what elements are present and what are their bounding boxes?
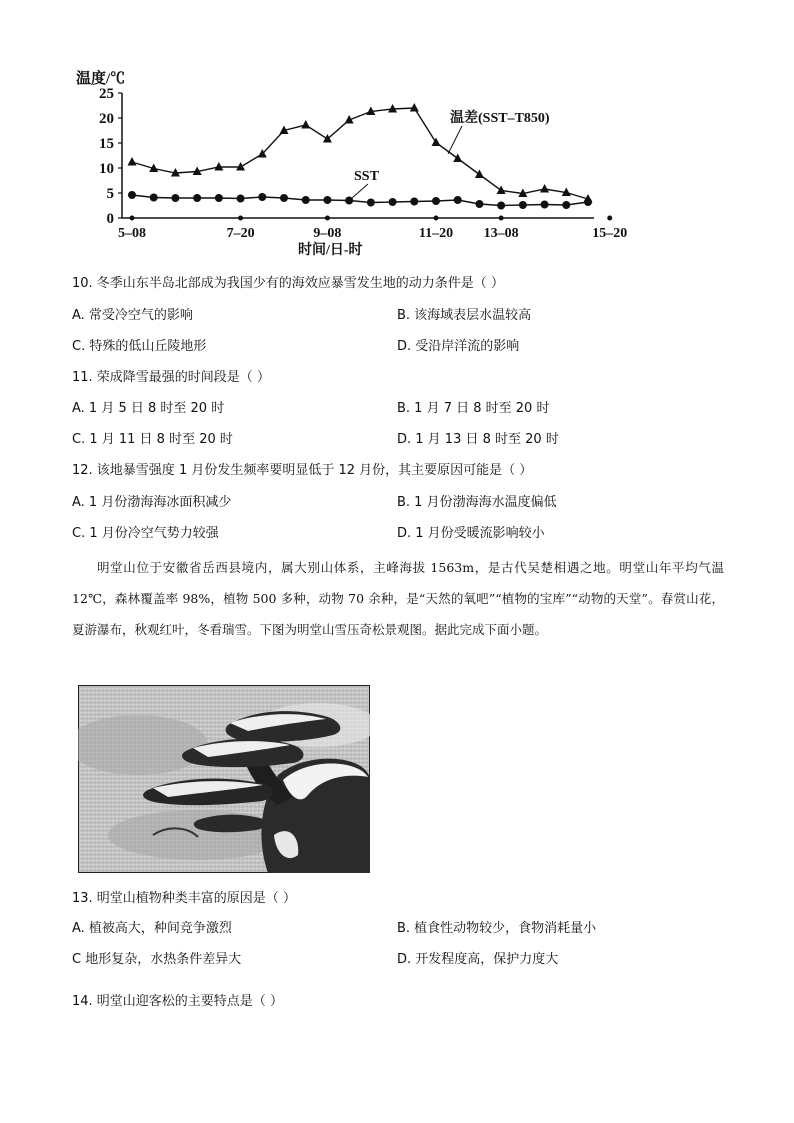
x-axis-label: 时间/日-时 — [298, 243, 363, 258]
data-point — [497, 202, 505, 210]
y-tick-label: 25 — [99, 86, 114, 102]
data-point — [562, 201, 570, 209]
series-diff-pointer — [448, 126, 462, 154]
data-point — [258, 193, 266, 201]
x-tick-label: 13–08 — [483, 226, 519, 241]
q11-option-a[interactable]: A. 1 月 5 日 8 时至 20 时 — [72, 401, 225, 416]
x-tick-label: 15–20 — [592, 226, 628, 241]
q11-stem: 11. 荣成降雪最强的时间段是（ ） — [72, 370, 270, 385]
data-point — [410, 198, 418, 206]
data-point — [236, 162, 245, 171]
q13-option-a[interactable]: A. 植被高大，种间竞争激烈 — [72, 921, 232, 936]
data-point — [410, 103, 419, 112]
data-point — [237, 195, 245, 203]
data-point — [432, 197, 440, 205]
x-tick-label: 11–20 — [418, 226, 454, 241]
data-point — [389, 198, 397, 206]
x-tick-label: 5–08 — [118, 226, 146, 241]
data-point — [128, 191, 136, 199]
q12-option-b[interactable]: B. 1 月份渤海海水温度偏低 — [397, 495, 557, 510]
data-point — [541, 201, 549, 209]
data-point — [367, 199, 375, 207]
x-axis-ticks — [118, 216, 627, 242]
data-point — [454, 196, 462, 204]
passage-text: 明堂山位于安徽省岳西县境内，属大别山体系，主峰海拔 1563m，是古代吴楚相遇之地。明堂山年平均气温 12℃，森林覆盖率 98%，植物 500 多种，动物 70 余种，是“天然的氧吧”“植物的宝库”“动物的天堂”。春赏山花，夏游瀑布，秋观红叶，冬看瑞雪。下图为明堂山雪压奇松景观图。据此完成下面小题。 — [72, 560, 724, 637]
data-point — [150, 194, 158, 202]
data-point — [280, 194, 288, 202]
data-point — [475, 200, 483, 208]
y-tick-label: 15 — [99, 136, 114, 152]
q14-stem: 14. 明堂山迎客松的主要特点是（ ） — [72, 994, 283, 1009]
reading-passage — [72, 552, 724, 645]
q10-option-d[interactable]: D. 受沿岸洋流的影响 — [397, 339, 520, 354]
q12-option-a[interactable]: A. 1 月份渤海海冰面积减少 — [72, 495, 232, 510]
y-tick-label: 5 — [106, 186, 114, 202]
q13-option-c[interactable]: C 地形复杂，水热条件差异大 — [72, 952, 242, 967]
q10-option-a[interactable]: A. 常受冷空气的影响 — [72, 308, 193, 323]
y-tick-label: 0 — [106, 211, 114, 227]
y-tick-label: 20 — [99, 111, 114, 127]
data-point — [323, 134, 332, 143]
q10-stem: 10. 冬季山东半岛北部成为我国少有的海效应暴雪发生地的动力条件是（ ） — [72, 276, 504, 291]
q10-option-c[interactable]: C. 特殊的低山丘陵地形 — [72, 339, 207, 354]
series-sst-label: SST — [354, 169, 379, 184]
x-tick-mark — [607, 216, 612, 221]
y-axis-label: 温度/℃ — [76, 71, 126, 87]
y-tick-label: 10 — [99, 161, 114, 177]
y-axis-ticks — [99, 86, 122, 227]
q11-option-d[interactable]: D. 1 月 13 日 8 时至 20 时 — [397, 432, 559, 447]
q12-option-d[interactable]: D. 1 月份受暖流影响较小 — [397, 526, 545, 541]
q12-stem: 12. 该地暴雪强度 1 月份发生频率要明显低于 12 月份，其主要原因可能是（ ） — [72, 463, 533, 478]
data-point — [302, 196, 310, 204]
data-point — [475, 170, 484, 179]
data-point — [453, 154, 462, 163]
data-point — [497, 186, 506, 195]
q12-option-c[interactable]: C. 1 月份冷空气势力较强 — [72, 526, 219, 541]
data-point — [193, 194, 201, 202]
x-tick-label: 9–08 — [313, 226, 342, 241]
data-point — [128, 157, 137, 166]
q11-option-c[interactable]: C. 1 月 11 日 8 时至 20 时 — [72, 432, 233, 447]
q13-stem: 13. 明堂山植物种类丰富的原因是（ ） — [72, 891, 296, 906]
q11-option-b[interactable]: B. 1 月 7 日 8 时至 20 时 — [397, 401, 550, 416]
series-diff-label: 温差(SST–T850) — [450, 111, 550, 126]
temperature-chart — [70, 68, 630, 258]
data-point — [215, 194, 223, 202]
data-point — [323, 196, 331, 204]
q13-option-b[interactable]: B. 植食性动物较少，食物消耗量小 — [397, 921, 597, 936]
data-point — [584, 198, 592, 206]
data-point — [301, 120, 310, 129]
series-sst-pointer — [352, 184, 368, 198]
data-point — [214, 162, 223, 171]
q10-option-b[interactable]: B. 该海域表层水温较高 — [397, 308, 532, 323]
snow-pine-photo — [78, 685, 370, 873]
x-tick-label: 7–20 — [226, 226, 255, 241]
data-point — [171, 194, 179, 202]
data-point — [519, 201, 527, 209]
q13-option-d[interactable]: D. 开发程度高，保护力度大 — [397, 952, 559, 967]
data-point — [540, 184, 549, 193]
